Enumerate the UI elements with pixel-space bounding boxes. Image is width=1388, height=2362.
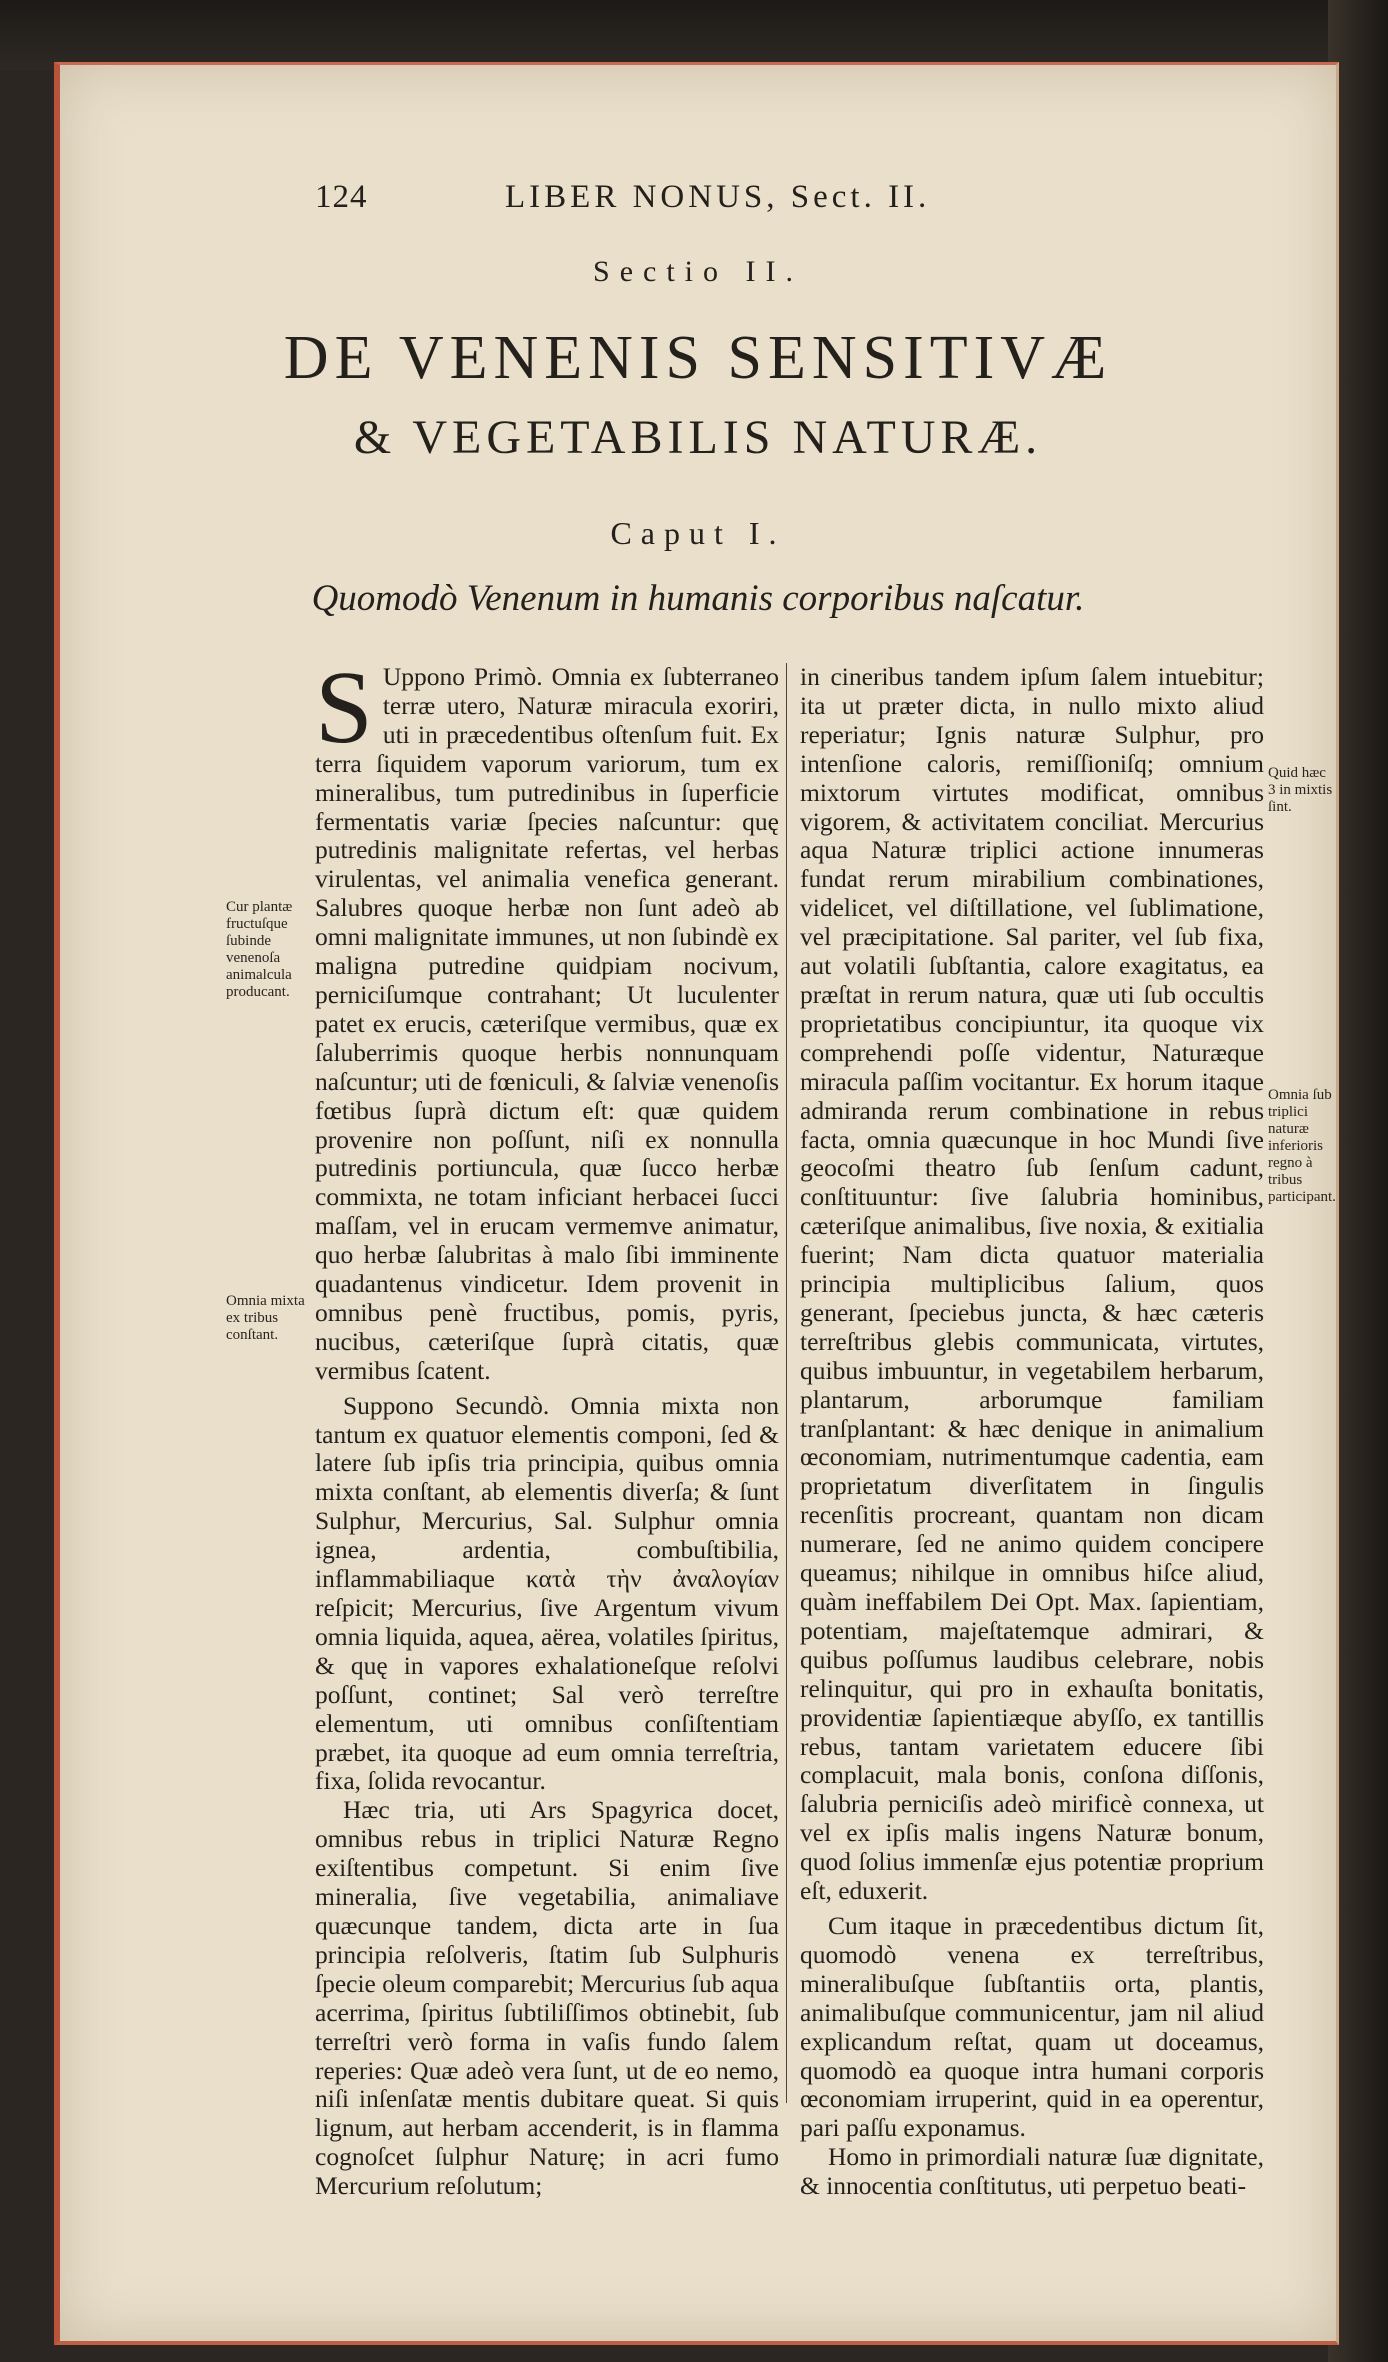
left-paragraph-3: Hæc tria, uti Ars Spagyrica docet, omnibus rebus in triplici Naturæ Regno exiſtentibus competunt. Si enim ſive mineralia, ſive vegetabilia, animaliave quæcunque tandem, dicta arte in ſua principia reſolveris, ſtatim ſub Sulphuris ſpecie oleum comparebit; Mercurius ſub aqua acerrima, ſpiritus ſubtiliſſimos obtinebit, ſub terreſtri verò forma in vaſis fundo ſalem reperies: Quæ adeò vera ſunt, ut de eo nemo, niſi inſenſatæ mentis dubitare queat. Si quis lignum, aut herbam accenderit, is in flamma cognoſcet ſulphur Naturę; in acri fumo Mercurium reſolutum; <box>315 1795 779 2201</box>
margin-note-left-2: Omnia mixta ex tribus conſtant. <box>226 1293 305 1343</box>
column-rule <box>786 663 787 2103</box>
left-column <box>315 650 779 2201</box>
margin-note-left-1: Cur plantæ fructuſque ſubinde venenoſa animalcula producant. <box>226 899 293 1000</box>
section-heading: Sectio II. <box>593 255 803 288</box>
book-page <box>54 62 1339 2345</box>
chapter-title-line-2: & VEGETABILIS NATURÆ. <box>353 411 1043 464</box>
chapter-subtitle: Quomodò Venenum in humanis corporibus naſcatur. <box>311 578 1085 619</box>
scan-backdrop <box>0 0 1388 70</box>
page-number: 124 <box>315 179 368 215</box>
margin-note-right-1: Quid hæc 3 in mixtis ſint. <box>1268 765 1333 815</box>
left-paragraph-1 <box>315 650 779 1386</box>
chapter-title-line-1: DE VENENIS SENSITIVÆ <box>283 324 1113 392</box>
right-paragraph-3: Homo in primordiali naturæ ſuæ dignitate, & innocentia conſtitutus, uti perpetuo beati- <box>800 2142 1264 2201</box>
drop-cap: S <box>315 650 373 765</box>
caput-heading: Caput I. <box>610 515 786 551</box>
margin-note-right-2: Omnia ſub triplici naturæ inferioris regno à tribus participant. <box>1268 1087 1336 1205</box>
right-column <box>800 663 1264 2201</box>
right-paragraph-2: Cum itaque in præcedentibus dictum ſit, quomodò venena ex terreſtribus, mineralibuſque ſubſtantiis orta, plantis, animalibuſque communicentur, jam nil aliud explicandum reſtat, quam ut doceamus, quomodò ea quoque intra humani corporis œconomiam irruperint, quid in ea operentur, pari paſſu exponamus. <box>800 1910 1264 2143</box>
page-header <box>315 175 1135 225</box>
running-head: LIBER NONUS, Sect. II. <box>505 179 931 215</box>
left-paragraph-2: Suppono Secundò. Omnia mixta non tantum ex quatuor elementis componi, ſed & latere ſub ipſis tria principia, quibus omnia mixta conſtant, ab elementis diverſa; & ſunt Sulphur, Mercurius, Sal. Sulphur omnia ignea, ardentia, combuſtibilia, inflammabiliaque κατὰ τὴν ἀναλογίαν reſpicit; Mercurius, ſive Argentum vivum omnia liquida, aquea, aërea, volatiles ſpiritus, & quę in vapores exhalationeſque reſolvi poſſunt, continet; Sal verò terreſtre elementum, uti omnibus conſiſtentiam præbet, ita quoque ad eum omnia terreſtria, fixa, ſolida revocantur. <box>315 1390 779 1796</box>
right-paragraph-1: in cineribus tandem ipſum ſalem intuebitur; ita ut præter dicta, in nullo mixto aliud reperiatur; Ignis naturæ Sulphur, pro intenſione caloris, remiſſioniſq; omnium mixtorum virtutes modificat, omnibus vigorem, & activitatem conciliat. Mercurius aqua Naturæ triplici actione innumeras fundat rerum mirabilium combinationes, videlicet, vel diſtillatione, vel ſublimatione, vel præcipitatione. Sal pariter, vel ſub fixa, aut volatili ſubſtantia, calore exagitatus, ea præſtat in rerum natura, quæ uti ſub occultis proprietatibus concipiuntur, ita quoque vix comprehendi poſſe videntur, Naturæque miracula paſſim vocitantur. Ex horum itaque admiranda rerum combinatione in rebus facta, omnia quæcunque in hoc Mundi ſive geocoſmi theatro ſub ſenſum cadunt, conſtituuntur: ſive ſalubria hominibus, cæteriſque animalibus, ſive noxia, & exitialia fuerint; Nam dicta quatuor materialia principia multiplicibus ſalium, quos generant, ſpeciebus juncta, & hæc cæteris terreſtribus glebis communicata, virtutes, quibus imbuuntur, in vegetabilem herbarum, plantarum, arborumque familiam tranſplantant: & hæc denique in animalium œconomiam, nutrimentumque cadentia, eam proprietatum diverſitatem in ſingulis recenſitis procreant, quantam non dicam numerare, ſed ne animo quidem concipere queamus; nihilque in omnibus hiſce aliud, quàm ineffabilem Dei Opt. Max. ſapientiam, potentiam, majeſtatemque admirari, & quibus poſſumus laudibus celebrare, nobis relinquitur, qui pro in exhauſta bonitatis, providentiæ ſapientiæque abyſſo, ex tantillis rebus, tantam varietatem educere ſibi complacuit, mala bonis, conſona diſſonis, ſalubria perniciſis adeò mirificè connexa, ut vel ex ipſis malis ingens Naturæ bonum, quod ſolius immenſæ ejus potentiæ proprium eſt, eduxerit. <box>800 662 1264 1906</box>
left-paragraph-1-text: Uppono Primò. Omnia ex ſubterraneo terræ utero, Naturæ miracula exoriri, uti in præcedentibus oſtenſum fuit. Ex terra ſiquidem vaporum variorum, tum ex mineralibus, tum putredinibus in ſuperficie fermentatis variæ ſpecies naſcuntur: quę putredinis malignitate refertas, vel herbas virulentas, vel animalia venefica generant. Salubres quoque herbæ non ſunt adeò ab omni malignitate immunes, ut non ſubindè ex maligna putredine quidpiam nocivum, perniciſumque contrahant; Ut luculenter patet ex erucis, cæteriſque vermibus, quæ ex ſaluberrimis quoque herbis nonnunquam naſcuntur; uti de fœniculi, & ſalviæ venenoſis fœtibus ſuprà dictum eſt: quæ quidem provenire non poſſunt, niſi ex nonnulla putredinis portiuncula, quæ ſucco herbæ commixta, ne totam inficiant herbacei ſucci maſſam, vel in erucam vermemve animatur, quo herbæ ſalubritas à malo ſibi imminente quadantenus vindicetur. Idem provenit in omnibus penè fructibus, pomis, pyris, nucibus, cæteriſque ſuprà citatis, quæ vermibus ſcatent. <box>315 662 779 1385</box>
